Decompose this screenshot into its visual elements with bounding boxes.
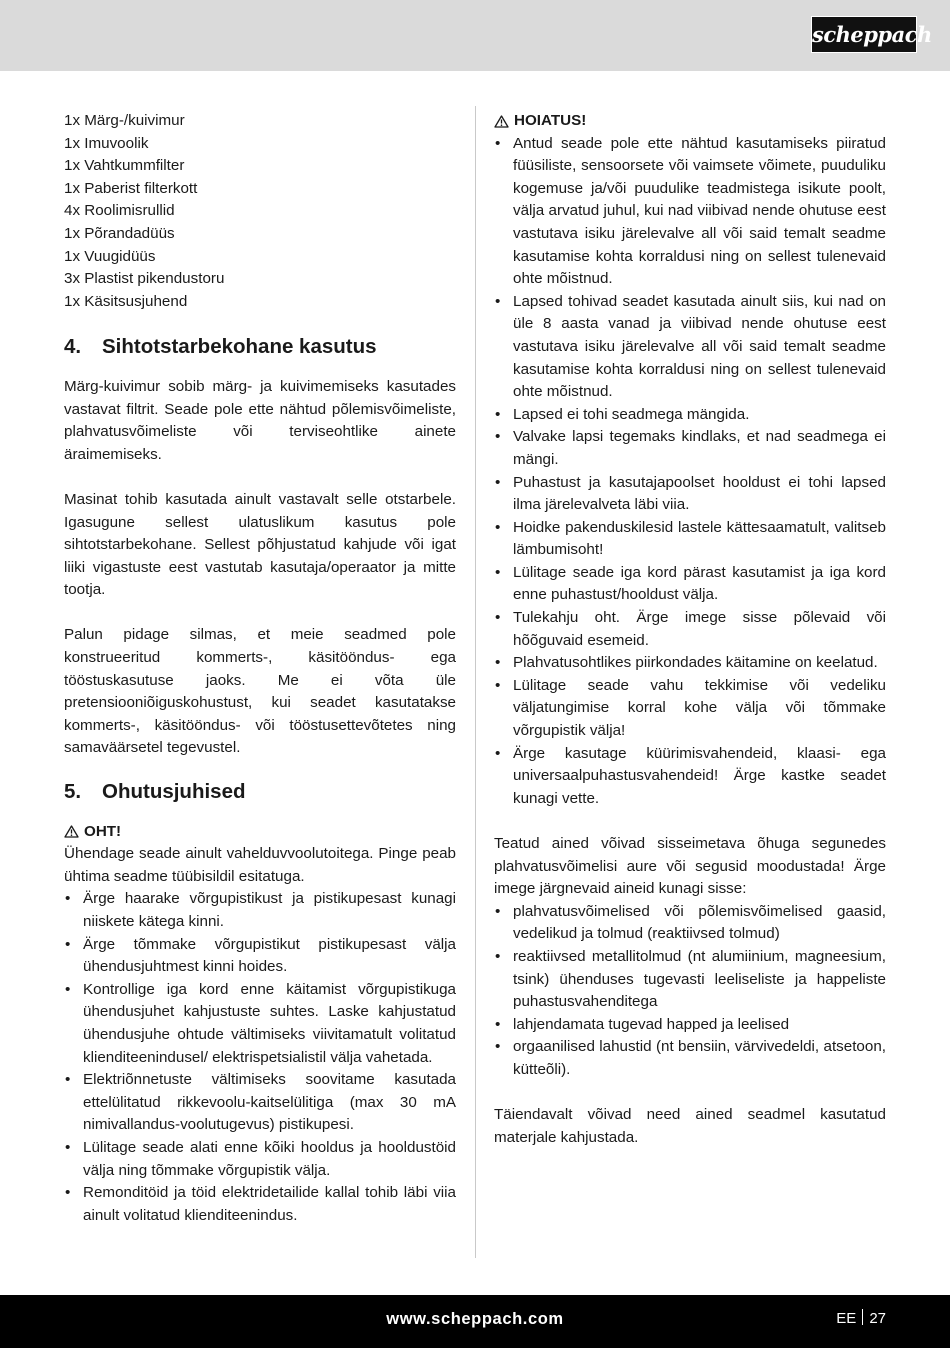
bullet-item: • Lapsed tohivad seadet kasutada ainult siis, kui nad on üle 8 aasta vanad ja viibivad nende ohutuse eest vastutava isiku järelevalve all või said temalt seadme kasutamise kohta korraldusi ning on sellest tulenevaid ohte mõistnud. (494, 291, 886, 404)
paragraph: Täiendavalt võivad need ained seadmel kasutatud materjale kahjustada. (494, 1106, 886, 1146)
warning-triangle-icon (494, 115, 509, 128)
bullet-item: • Ärge kasutage küürimisvahendeid, klaasi- ega universaalpuhastusvahendeid! Ärge kastke seadet kunagi vette. (494, 743, 886, 811)
page-indicator (836, 1295, 886, 1348)
contents-list (64, 110, 456, 313)
section-title: Ohutusjuhised (102, 780, 246, 804)
paragraph: Palun pidage silmas, et meie seadmed pole konstrueeritud kommerts-, käsitööndus- ega tööstuskasutuse jaoks. Me ei võta üle pretensiooniõiguskohustust, kui seadet kasutatakse kommerts-, käsitööndus- või tööstusettevõtetes ning samaväärsetel tegevustel. (64, 626, 456, 757)
paragraph: Ühendage seade ainult vahelduvvoolutoitega. Pinge peab ühtima seadme tüübisildil esitatuga. (64, 845, 456, 885)
warning-list (494, 133, 886, 811)
bullet-item: • lahjendamata tugevad happed ja leelised (494, 1014, 886, 1037)
language-code: EE (836, 1310, 857, 1327)
list-item: 1x Vahtkummfilter (64, 157, 185, 175)
bullet-item: • Lülitage seade alati enne kõiki hooldus ja hooldustöid välja ning tõmmake võrgupistik välja. (64, 1137, 456, 1182)
bullet-item: • Valvake lapsi tegemaks kindlaks, et nad seadmega ei mängi. (494, 426, 886, 471)
bullet-item: • plahvatusvõimelised või põlemisvõimelised gaasid, vedelikud ja tolmud (reaktiivsed tolmud) (494, 901, 886, 946)
danger-label (64, 821, 456, 844)
list-item: 1x Põrandadüüs (64, 224, 175, 242)
list-item: 3x Plastist pikendustoru (64, 270, 225, 288)
bullet-item: • Ärge tõmmake võrgupistikut pistikupesast välja ühendusjuhtmest kinni hoides. (64, 934, 456, 979)
warning-label (494, 110, 886, 133)
bullet-item: • Antud seade pole ette nähtud kasutamiseks piiratud füüsiliste, sensoorsete või vaimsete võimete, puuduliku kogemuse ja/või puudulike teadmistega isikute poolt, välja arvatud juhul, kui nad viibivad nende ohutuse eest vastutava isiku järelevalve all või said temalt seadme kasutamise kohta korraldusi ning on sellest tulenevaid ohte mõistnud. (494, 133, 886, 291)
paragraph: Märg-kuivimur sobib märg- ja kuivimemiseks kasutades vastavat filtrit. Seade pole ette nähtud põlemisvõimeliste, plahvatusvõimeliste või terviseohtlike ainete äraimemiseks. (64, 377, 456, 463)
section-number: 5. (64, 780, 82, 804)
right-column (494, 110, 886, 1149)
bullet-item: • Ärge haarake võrgupistikust ja pistikupesast kunagi niiskete kätega kinni. (64, 888, 456, 933)
section-title: Sihtotstarbekohane kasutus (102, 335, 377, 359)
left-column (64, 110, 456, 1227)
footer-bar (0, 1295, 950, 1348)
bullet-item: • Lapsed ei tohi seadmega mängida. (494, 404, 886, 427)
section-5-heading (64, 781, 456, 804)
bullet-item: • Elektriõnnetuste vältimiseks soovitame kasutada ettelülitatud rikkevoolu-kaitselülitiga (max 30 mA nimivallandus-voolutugevus) pistikupesi. (64, 1069, 456, 1137)
bullet-item: • Lülitage seade vahu tekkimise või vedeliku väljatungimise korral kohe välja või tõmmake võrgupistik välja! (494, 675, 886, 743)
header-bar (0, 0, 950, 71)
warning-triangle-icon (64, 825, 79, 838)
list-item: 1x Paberist filterkott (64, 179, 198, 197)
list-item: 1x Märg-/kuivimur (64, 112, 185, 129)
column-divider (475, 106, 476, 1258)
bullet-item: • Hoidke pakenduskilesid lastele kättesaamatult, valitseb lämbumisoht! (494, 517, 886, 562)
paragraph: Masinat tohib kasutada ainult vastavalt selle otstarbele. Igasugune sellest ulatuslikum kasutus pole sihtotstarbekohane. Sellest põhjustatud kahjude või igat liiki vigastuste eest vastutab kasutaja/operaator ja mitte tootja. (64, 490, 456, 599)
brand-logo (811, 16, 932, 53)
list-item: 4x Roolimisrullid (64, 202, 175, 220)
substances-list (494, 901, 886, 1082)
logo-text: scheppach (812, 22, 932, 47)
warning-label-text: HOIATUS! (514, 112, 587, 129)
bullet-item: • Kontrollige iga kord enne käitamist võrgupistikuga ühendusjuhet kahjustuste suhtes. Laske kahjustatud ühendusjuhe ohtude vältimiseks viivitamatult volitatud klienditeenindusel/ elektrispetsialistil välja vahetada. (64, 979, 456, 1069)
list-item: 1x Käsitsusjuhend (64, 292, 188, 310)
paragraph: Teatud ained võivad sisseimetava õhuga segunedes plahvatusvõimelisi aure või segusid moodustada! Ärge imege järgnevaid aineid kunagi sisse: (494, 835, 886, 898)
page-number: 27 (869, 1310, 886, 1327)
bullet-item: • Tulekahju oht. Ärge imege sisse põlevaid või hõõguvaid esemeid. (494, 607, 886, 652)
danger-label-text: OHT! (84, 822, 122, 840)
bullet-item: • Plahvatusohtlikes piirkondades käitamine on keelatud. (494, 652, 886, 675)
bullet-item: • Remonditöid ja töid elektridetailide kallal tohib läbi viia ainult volitatud klienditeenindus. (64, 1182, 456, 1227)
section-number: 4. (64, 335, 82, 359)
bullet-item: • reaktiivsed metallitolmud (nt alumiinium, magneesium, tsink) ühenduses tugevasti leeliseliste ja happeliste puhastusvahenditega (494, 946, 886, 1014)
list-item: 1x Imuvoolik (64, 134, 149, 152)
separator (862, 1309, 863, 1325)
list-item: 1x Vuugidüüs (64, 247, 156, 265)
bullet-item: • Puhastust ja kasutajapoolset hooldust ei tohi lapsed ilma järelevalveta läbi viia. (494, 472, 886, 517)
section-4-heading (64, 336, 456, 359)
website-link[interactable]: www.scheppach.com (386, 1310, 564, 1328)
bullet-item: • orgaanilised lahustid (nt bensiin, värvivedeldi, atsetoon, kütteõli). (494, 1036, 886, 1081)
safety-list (64, 888, 456, 1227)
bullet-item: • Lülitage seade iga kord pärast kasutamist ja iga kord enne puhastust/hooldust välja. (494, 562, 886, 607)
